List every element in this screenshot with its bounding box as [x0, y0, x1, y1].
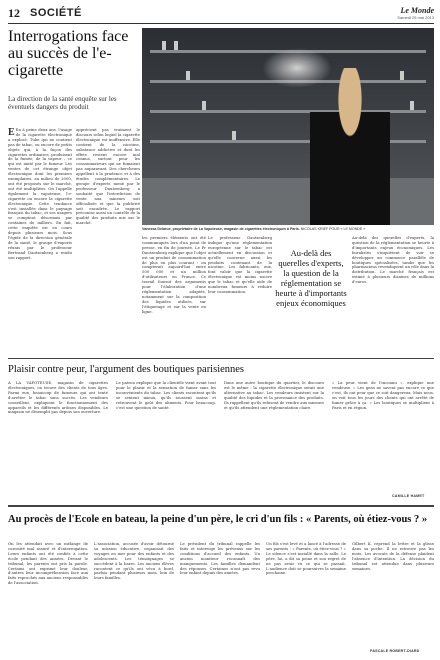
brand-name: Le Monde: [400, 6, 434, 15]
secondary-column-1: [8, 381, 108, 499]
section-divider: [8, 358, 434, 359]
page-header: [8, 6, 434, 24]
secondary-headline: Plaisir contre peur, l'argument des boutiques parisiennes: [8, 364, 245, 375]
photo-person: [310, 68, 390, 225]
column-text: À LA VAPOTEUSE, magasin de cigarettes électroniques, on trouve des clients de tous âges. Parmi eux, beaucoup de fumeurs qui ont tenté d'arrêter le tabac sans succès. Les vendeurs conseillent, expliquent le fonctionnement des appareils et les différents arômes disponibles. Le magasin ne désemplit pas depuis son ouverture.: [8, 381, 108, 415]
main-dek: La direction de la santé enquête sur les éventuels dangers du produit: [8, 95, 117, 111]
photo-bottle: [186, 71, 190, 80]
photo-bottle: [410, 101, 414, 110]
main-column-2: [76, 128, 140, 350]
photo-counter: [142, 178, 434, 225]
photo-bottle: [162, 41, 166, 50]
page-number: 12: [8, 6, 20, 20]
column-text: Le professeur Dautzenberg indique qu'une réglementation européenne sur le tabac est actuellement en discussion et qu'elle concerne aussi les produits contenant de la nicotine. Les fabricants, eux, font valoir que la cigarette électronique est moins nocive que le tabac et qu'elle aide de nombreux fumeurs à réduire leur consommation.: [208, 236, 272, 294]
secondary-column-2: [116, 381, 216, 499]
photo-caption: [142, 227, 434, 232]
secondary-column-3: [224, 381, 324, 499]
column-text: On les attendait avec un mélange de curiosité mal assuré et d'interrogation. Leurs enfants ont été confiés à cette école pendant des années. Devant le tribunal, les parents ont pris la parole. Certains ont exprimé leur douleur, d'autres leur incompréhension face aux faits reprochés aux anciens responsables de l'association.: [8, 542, 88, 586]
main-headline: Interrogations face au succès de l'e-cigarette: [8, 28, 129, 79]
section-divider: [8, 505, 434, 507]
main-column-1: [8, 128, 72, 350]
column-text: apprécient pas vraiment le discours selon lequel la cigarette électronique est inoffensive. Elle contient de la nicotine, substance addictive et dont les effets restent encore mal connus, surtout pour les consommateurs qui ne fumaient pas auparavant. Des chercheurs appellent à la prudence et à des études complémentaires. Le groupe d'experts mené par le professeur Dautzenberg a souhaité que l'interdiction de vente aux mineurs soit officialisée et que la publicité soit encadrée. Le rapport préconise aussi un contrôle de la qualité des produits mis sur le marché.: [76, 128, 140, 226]
bottom-column-3: [180, 542, 260, 654]
column-text: L'association, accusée d'avoir détourné sa mission éducative, organisait des voyages en mer pour des enfants et des adolescents. Les témoignages se succèdent à la barre. Les anciens élèves racontent ce qu'ils ont vécu à bord, parfois pendant plusieurs mois, loin de leurs familles.: [94, 542, 174, 581]
bottom-column-1: [8, 542, 88, 654]
column-text: En à peine deux ans, l'usage de la cigarette électronique a explosé. Tube qui ne contient pas de tabac, ou encore de petits objets qui, à la façon des cigarettes ordinaires, produisent de la fumée, de la vapeur – ce qui est imité par le fumeur. Les ventes de cet étrange objet électronique dont les premiers exemplaires, au milieu de 2000, ont été proposés sur le marché, ont été multipliées. On l'appelle également la vapoteuse, l'e-cigarette ou encore la cigarette électronique. Cette tendance s'est installée dans le paysage français du tabac, et ses usagers se comptent désormais par centaines de milliers. En fait, cette enquête est en cours depuis plusieurs mois. Sous l'égide de la direction générale de la santé, le groupe d'experts réunis par le professeur Bertrand Dautzenberg a rendu son rapport.: [8, 128, 72, 260]
section-title: SOCIÉTÉ: [30, 7, 82, 19]
main-column-5: [352, 236, 434, 350]
shop-photo: [142, 28, 434, 225]
main-column-3: [142, 236, 206, 350]
column-text: Gilbert K. reprend la lettre et la glisse dans sa poche. Il ne retrouve pas les mots. Les avocats de la défense plaident l'absence d'intention. La décision du tribunal est attendue dans plusieurs semaines.: [352, 542, 434, 571]
pull-quote: Au-delà des querelles d'experts, la question de la réglementation se heurte à d'importants enjeux économiques: [275, 248, 347, 308]
main-column-4: [208, 236, 272, 350]
column-text: Un fils s'est levé et a lancé à l'adresse de ses parents : « Parents, où étiez-vous ? » Le silence s'est installé dans la salle. Le père, lui, a dit sa peine et son regret de ne pas avoir vu ce qui se passait. L'audience doit se poursuivre la semaine prochaine.: [266, 542, 346, 576]
photo-bottle: [202, 101, 206, 110]
column-text: Dans une autre boutique du quartier, le discours est le même : la cigarette électronique serait une alternative au tabac. Les vendeurs insistent sur la qualité des liquides et la provenance des produits. Ils rappellent qu'ils refusent de vendre aux mineurs et qu'ils attendent une réglementation claire.: [224, 381, 324, 410]
caption-text: Vanessa Delarue, propriétaire de La Vapoteuse, magasin de cigarettes électroniques à Paris.: [142, 227, 300, 231]
issue-date: Samedi 25 mai 2013: [397, 15, 434, 20]
photo-bottle: [174, 41, 178, 50]
column-text: « La peur vient de l'inconnu », explique une vendeuse. « Les gens ne savent pas encore ce que c'est, ils ont peur que ce soit dangereux. Mais nous, on voit tous les jours des clients qui ont arrêté de fumer grâce à ça. » Les boutiques se multiplient à Paris et en région.: [332, 381, 434, 410]
photo-bottle: [232, 131, 236, 140]
secondary-byline: CAMILLE HAMET: [392, 494, 425, 498]
photo-bottle: [400, 71, 404, 80]
column-text: Le président du tribunal rappelle les faits et interroge les prévenus sur les conditions d'accueil des enfants. Un ancien moniteur reconnaît des manquements. Les familles demandent des réponses. Certaines n'ont pas revu leur enfant depuis des années.: [180, 542, 260, 576]
column-text: les premiers éléments ont été communiqués lors d'un point de presse, en fin de journée. Le Pr Dautzenberg explique que l'objet est un produit de consommation de plus en plus courant : on compterait aujourd'hui entre 500 000 et un million d'utilisateurs en France. Ce travail fournit des arguments pour l'élaboration d'une réglementation adaptée, notamment sur la composition des liquides utilisés, sur l'étiquetage et sur la vente en ligne.: [142, 236, 206, 314]
column-text: Au-delà des querelles d'experts, la question de la réglementation se heurte à d'importants enjeux économiques. Les buralistes s'inquiètent de voir se développer un commerce parallèle de boutiques spécialisées, tandis que les pharmaciens revendiquent un rôle dans la distribution. Le marché français est estimé à plusieurs dizaines de millions d'euros.: [352, 236, 434, 285]
bottom-headline: Au procès de l'Ecole en bateau, la peine d'un père, le cri d'un fils : « Parents, où étiez-vous ? »: [8, 514, 428, 525]
column-text: Le patron explique que la clientèle vient avant tout pour le plaisir et la sensation de fumer sans les inconvénients du tabac. Les clients racontent qu'ils se sentent mieux, qu'ils toussent moins et retrouvent le goût des aliments. Pour beaucoup, c'est une question de santé.: [116, 381, 216, 410]
bottom-column-2: [94, 542, 174, 654]
caption-credit: NICOLAS KRIEF POUR « LE MONDE »: [300, 227, 366, 231]
bottom-byline: PASCALE ROBERT-DIARD: [370, 649, 420, 653]
bottom-column-5: [352, 542, 434, 646]
secondary-column-4: [332, 381, 434, 491]
bottom-column-4: [266, 542, 346, 654]
drop-cap: E: [8, 128, 15, 138]
